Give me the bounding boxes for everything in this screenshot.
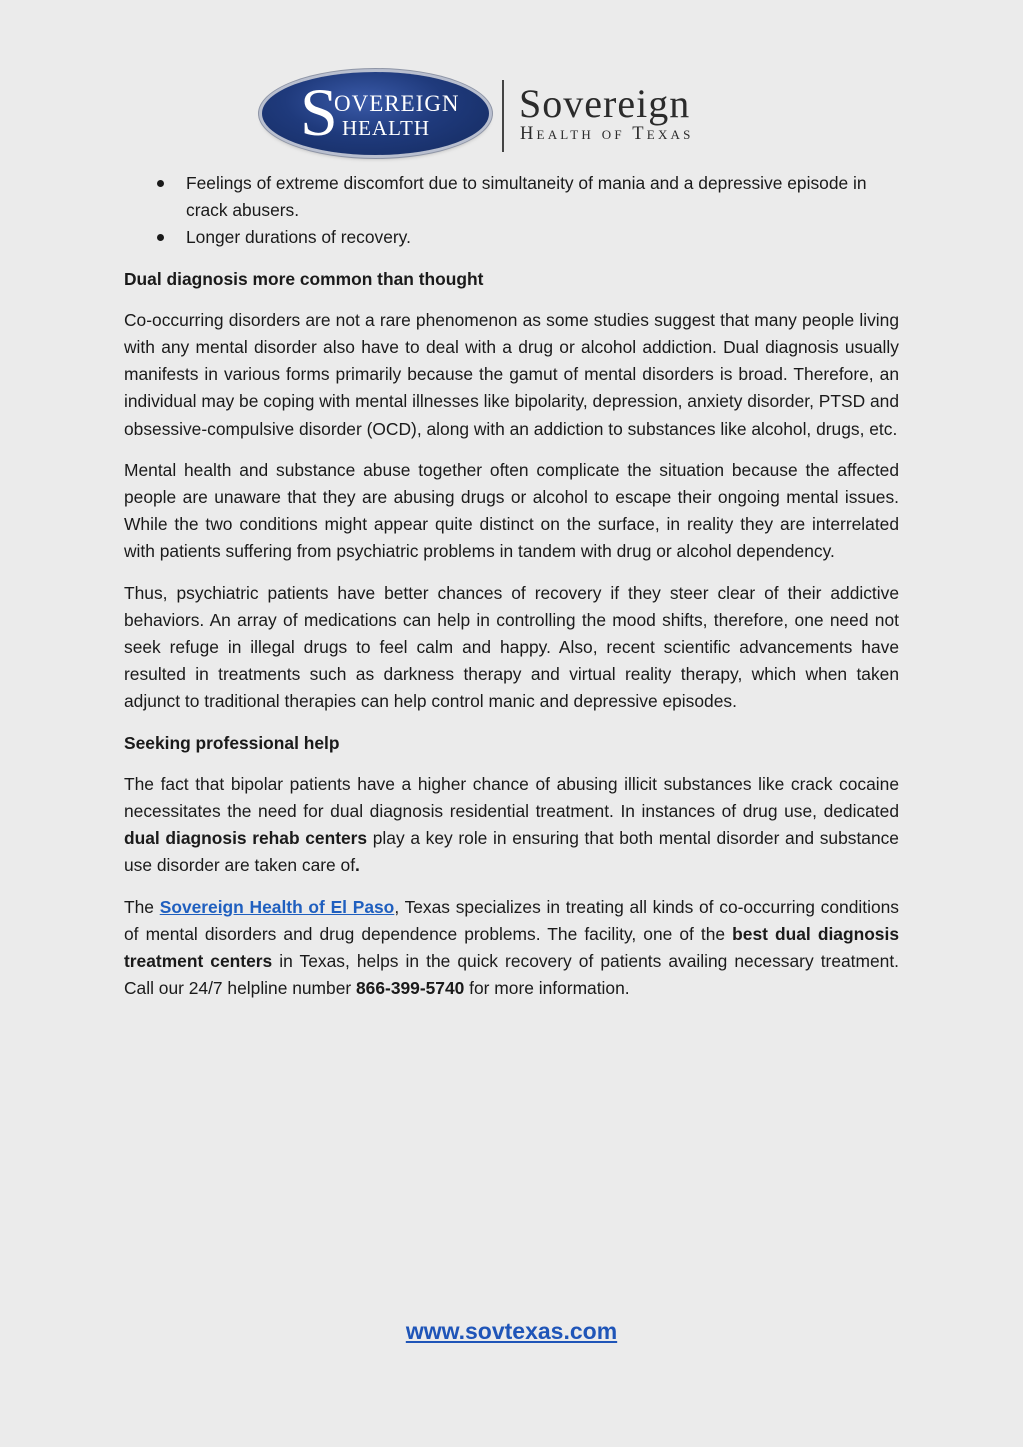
bold-period: . bbox=[355, 855, 360, 876]
sovereign-el-paso-link[interactable]: Sovereign Health of El Paso bbox=[159, 896, 395, 917]
bold-phrase: dual diagnosis rehab centers bbox=[124, 828, 368, 849]
phone-number: 866-399-5740 bbox=[356, 978, 465, 999]
logo-letter: S bbox=[300, 74, 338, 150]
bullet-item: Longer durations of recovery. bbox=[124, 224, 899, 251]
section-heading: Dual diagnosis more common than thought bbox=[124, 268, 484, 289]
paragraph bbox=[124, 771, 899, 880]
paragraph: Thus, psychiatric patients have better chances of recovery if they steer clear of their addictive behaviors. An array of medications can help in controlling the mood shifts, therefore, one need not seek refuge in illegal drugs to feel calm and happy. Also, recent scientific advancements have resulted in treatments such as darkness therapy and virtual reality therapy, which when taken adjunct to traditional therapies can help control manic and depressive episodes. bbox=[124, 582, 899, 712]
paragraph bbox=[124, 894, 899, 1003]
logo-text-line1: OVEREIGN bbox=[334, 91, 460, 116]
sovereign-health-logo bbox=[262, 72, 489, 155]
header-divider bbox=[502, 80, 504, 152]
paragraph: Co-occurring disorders are not a rare phenomenon as some studies suggest that many people living with any mental disorder also have to deal with a drug or alcohol addiction. Dual diagnosis usually manifests in various forms primarily because the gamut of mental disorders is broad. Therefore, an individual may be coping with mental illnesses like bipolarity, depression, anxiety disorder, PTSD and obsessive-compulsive disorder (OCD), along with an addiction to substances like alcohol, drugs, etc. bbox=[124, 309, 899, 439]
header-logo bbox=[262, 70, 762, 158]
document-body bbox=[124, 170, 899, 1002]
website-link[interactable]: www.sovtexas.com bbox=[405, 1318, 618, 1344]
text-run: in Texas, helps in the quick recovery of patients availing necessary treatment. Call our 24/7 helpline number bbox=[124, 951, 899, 999]
text-run: The fact that bipolar patients have a higher chance of abusing illicit substances like crack cocaine necessitates the need for dual diagnosis residential treatment. In instances of drug use, dedicated bbox=[124, 773, 899, 822]
bullet-item: Feelings of extreme discomfort due to simultaneity of mania and a depressive episode in crack abusers. bbox=[124, 170, 899, 224]
text-run: for more information. bbox=[464, 978, 630, 999]
section-heading: Seeking professional help bbox=[124, 732, 340, 753]
bullet-list bbox=[124, 170, 899, 252]
brand-title: Sovereign bbox=[519, 81, 691, 126]
logo-text-line2: HEALTH bbox=[342, 116, 431, 140]
brand-subtitle: Health of Texas bbox=[520, 124, 694, 144]
text-run: , Texas specializes in treating all kinds of co-occurring conditions of mental disorders and drug dependence problems. The facility, one of the bbox=[124, 896, 899, 944]
text-run: play a key role in ensuring that both mental disorder and substance use disorder are taken care of bbox=[124, 828, 899, 876]
paragraph: Mental health and substance abuse together often complicate the situation because the affected people are unaware that they are abusing drugs or alcohol to escape their ongoing mental issues. While the two conditions might appear quite distinct on the surface, in reality they are interrelated with patients suffering from psychiatric problems in tandem with drug or alcohol dependency. bbox=[124, 459, 899, 562]
bold-phrase: best dual diagnosis treatment centers bbox=[124, 923, 899, 972]
text-run: The bbox=[124, 896, 160, 917]
